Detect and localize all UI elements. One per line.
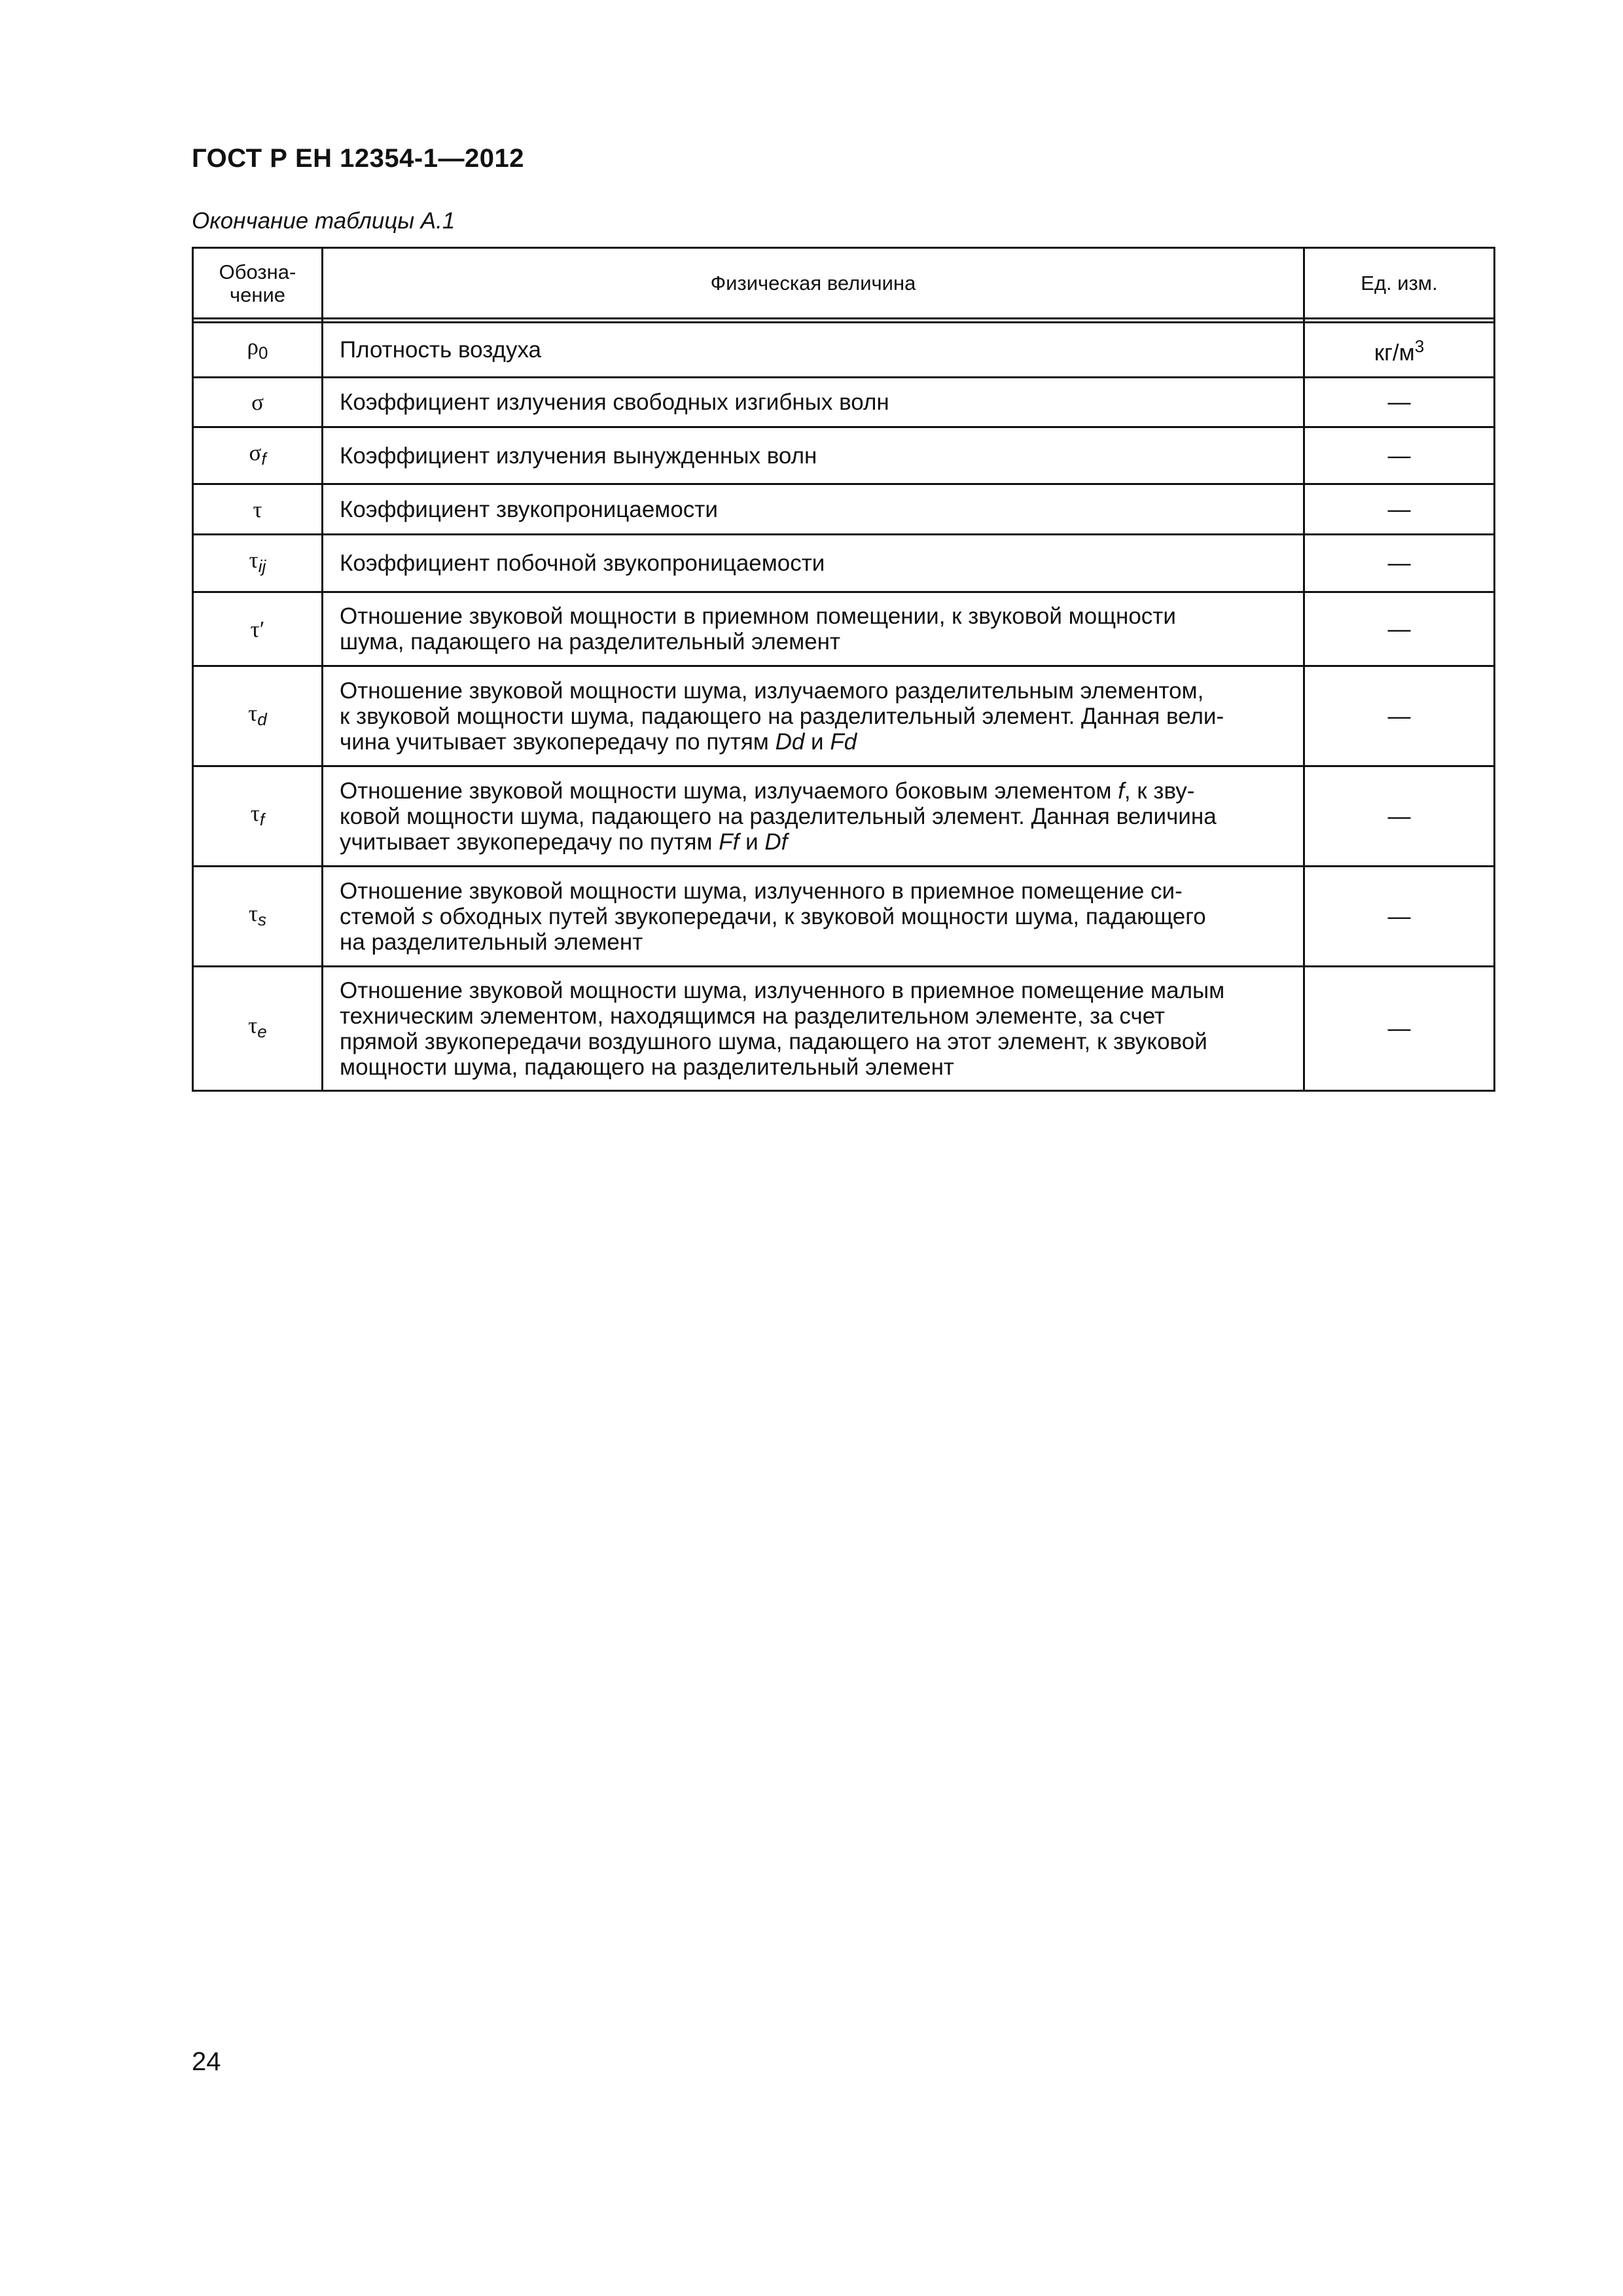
symbol-cell: τ′ — [193, 592, 323, 666]
table-row — [193, 378, 1495, 427]
symbol-cell: $\tau_e$ — [193, 967, 323, 1091]
table-row — [193, 666, 1495, 766]
quantity-cell: Коэффициент излучения свободных изгибных волн — [323, 378, 1304, 427]
symbol-cell: τ — [193, 484, 323, 535]
header-symbol — [193, 248, 323, 319]
symbols-table — [192, 247, 1495, 1092]
table-row — [193, 592, 1495, 666]
quantity-cell: Коэффициент звукопроницаемости — [323, 484, 1304, 535]
quantity-cell: Отношение звуковой мощности в приемном помещении, к звуковой мощности шума, падающего на разделительный элемент — [323, 592, 1304, 666]
symbol-cell: $\tau_s$ — [193, 867, 323, 967]
document-header: ГОСТ Р ЕН 12354-1—2012 — [192, 144, 524, 173]
symbol-cell: $\tau_f$ — [193, 766, 323, 867]
header-quantity: Физическая величина — [323, 248, 1304, 319]
table-row — [193, 967, 1495, 1091]
quantity-cell: Коэффициент побочной звукопроницаемости — [323, 535, 1304, 592]
table-row — [193, 323, 1495, 378]
header-symbol-line1: Обозна- — [219, 260, 296, 283]
quantity-cell: Плотность воздуха — [323, 323, 1304, 378]
unit-cell: — — [1304, 592, 1495, 666]
table-row — [193, 867, 1495, 967]
table-row — [193, 484, 1495, 535]
unit-cell: — — [1304, 484, 1495, 535]
table-row — [193, 535, 1495, 592]
symbol-cell: $\tau_d$ — [193, 666, 323, 766]
unit-cell: — — [1304, 535, 1495, 592]
symbol-cell: $\tau_{ij}$ — [193, 535, 323, 592]
quantity-cell: Коэффициент излучения вынужденных волн — [323, 427, 1304, 484]
unit-cell: — — [1304, 427, 1495, 484]
unit-cell: — — [1304, 867, 1495, 967]
quantity-cell: Отношение звуковой мощности шума, излучаемого боковым элементом f, к зву- ковой мощности шума, падающего на разделительный элемент. Данная величина учитывает звукопередачу по путям Ff и Df — [323, 766, 1304, 867]
symbol-cell: $\rho_0$ — [193, 323, 323, 378]
header-unit: Ед. изм. — [1304, 248, 1495, 319]
unit-cell: — — [1304, 766, 1495, 867]
table-header-row — [193, 248, 1495, 319]
unit-cell: $кг/м^3$ — [1304, 323, 1495, 378]
unit-cell: — — [1304, 666, 1495, 766]
unit-cell: — — [1304, 967, 1495, 1091]
unit-cell: — — [1304, 378, 1495, 427]
quantity-cell: Отношение звуковой мощности шума, излучаемого разделительным элементом, к звуковой мощности шума, падающего на разделительный элемент. Данная вели- чина учитывает звукопередачу по путям Dd и Fd — [323, 666, 1304, 766]
table-row — [193, 766, 1495, 867]
symbol-cell: $\sigma_f$ — [193, 427, 323, 484]
table-row — [193, 427, 1495, 484]
quantity-cell: Отношение звуковой мощности шума, излученного в приемное помещение малым техническим элементом, находящимся на разделительном элементе, за счет прямой звукопередачи воздушного шума, падающего на этот элемент, к звуковой мощности шума, падающего на разделительный элемент — [323, 967, 1304, 1091]
quantity-cell: Отношение звуковой мощности шума, излученного в приемное помещение си- стемой s обходных путей звукопередачи, к звуковой мощности шума, падающего на разделительный элемент — [323, 867, 1304, 967]
page-number: 24 — [192, 2047, 221, 2076]
symbol-cell: σ — [193, 378, 323, 427]
header-symbol-line2: чение — [229, 283, 286, 306]
table-caption: Окончание таблицы А.1 — [192, 208, 455, 234]
